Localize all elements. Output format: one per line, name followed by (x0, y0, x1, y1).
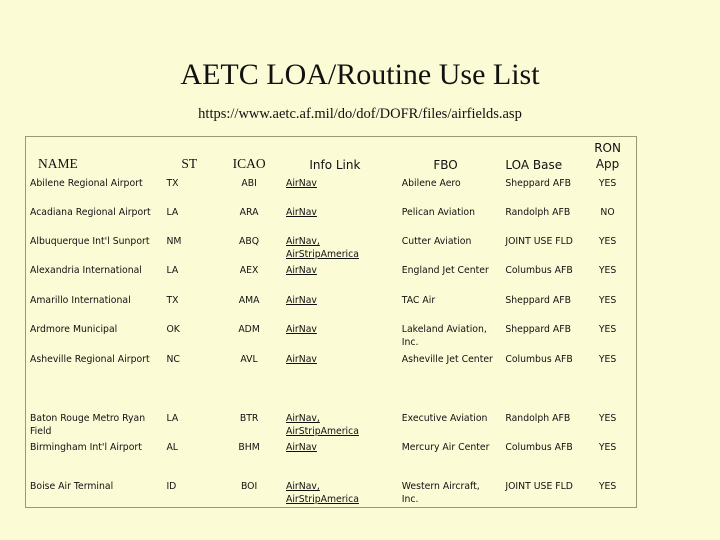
cell-fbo: Asheville Jet Center (401, 354, 493, 365)
cell-fbo: Abilene Aero (401, 178, 461, 189)
table-row (26, 413, 636, 442)
cell-info-link (282, 295, 388, 324)
cell-fbo: Cutter Aviation (401, 236, 472, 247)
table-row (26, 324, 636, 354)
cell-fbo: Executive Aviation (401, 413, 488, 424)
col-header-st: ST (181, 156, 198, 171)
cell-ron-app: YES (598, 481, 617, 492)
cell-ron-app: YES (598, 265, 617, 276)
cell-loa-base: Randolph AFB (505, 413, 571, 424)
cell-ron-app: YES (598, 324, 617, 335)
cell-state: LA (166, 265, 179, 276)
cell-name: Abilene Regional Airport (30, 178, 143, 189)
col-header-info-link: Info Link (309, 158, 361, 172)
cell-icao: BHM (238, 442, 260, 453)
cell-ron-app: YES (598, 354, 617, 365)
cell-state: LA (166, 207, 179, 218)
cell-ron-app: YES (598, 442, 617, 453)
airnav-link[interactable]: AirNav (285, 354, 317, 365)
airnav-link[interactable]: AirNav, (285, 413, 320, 424)
cell-state: TX (166, 295, 179, 306)
cell-ron-app: YES (598, 295, 617, 306)
cell-info-link (282, 178, 388, 207)
cell-loa-base: Columbus AFB (505, 442, 573, 453)
col-header-fbo: FBO (433, 158, 458, 172)
cell-name: Baton Rouge Metro Ryan Field (30, 413, 146, 437)
col-header-loa-base: LOA Base (505, 158, 563, 172)
cell-info-link (282, 207, 388, 236)
airnav-link[interactable]: AirNav (285, 178, 317, 189)
table-row (26, 442, 636, 481)
table-row (26, 265, 636, 295)
cell-ron-app: YES (598, 413, 617, 424)
cell-state: ID (166, 481, 177, 492)
cell-state: LA (166, 413, 179, 424)
cell-icao: ADM (238, 324, 260, 335)
cell-icao: BTR (239, 413, 259, 424)
cell-loa-base: Columbus AFB (505, 265, 573, 276)
cell-fbo: TAC Air (401, 295, 436, 306)
cell-ron-app: NO (600, 207, 615, 218)
cell-state: NC (166, 354, 180, 365)
table-row (26, 295, 636, 324)
cell-icao: BOI (240, 481, 258, 492)
airstripamerica-link[interactable]: AirStripAmerica (285, 425, 359, 437)
cell-name: Asheville Regional Airport (30, 354, 150, 365)
cell-icao: ABI (241, 178, 257, 189)
page-title: AETC LOA/Routine Use List (180, 58, 540, 91)
cell-info-link (282, 442, 388, 481)
cell-info-link (282, 236, 388, 265)
cell-loa-base: JOINT USE FLD (505, 236, 573, 247)
airnav-link[interactable]: AirNav (285, 324, 317, 335)
col-header-name: NAME (38, 156, 78, 171)
cell-name: Albuquerque Int'l Sunport (30, 236, 150, 247)
cell-fbo: Mercury Air Center (401, 442, 490, 453)
cell-icao: AVL (240, 354, 258, 365)
cell-ron-app: YES (598, 178, 617, 189)
cell-info-link (282, 354, 388, 413)
cell-state: NM (166, 236, 182, 247)
cell-fbo: Pelican Aviation (401, 207, 476, 218)
cell-info-link (282, 265, 388, 295)
airfield-table-container (25, 136, 637, 508)
cell-state: OK (166, 324, 180, 335)
ron-header-line2: App (595, 157, 620, 171)
cell-info-link (282, 324, 388, 354)
col-header-ron-app (579, 137, 636, 178)
cell-info-link (282, 413, 388, 442)
airnav-link[interactable]: AirNav (285, 207, 317, 218)
cell-state: TX (166, 178, 179, 189)
cell-loa-base: Sheppard AFB (505, 295, 571, 306)
airnav-link[interactable]: AirNav (285, 265, 317, 276)
cell-info-link (282, 481, 388, 521)
cell-name: Alexandria International (30, 265, 142, 276)
table-header-row (26, 137, 636, 178)
cell-icao: ABQ (239, 236, 260, 247)
cell-loa-base: Columbus AFB (505, 354, 573, 365)
ron-header-line1: RON (594, 141, 621, 155)
cell-fbo: England Jet Center (401, 265, 489, 276)
cell-loa-base: Sheppard AFB (505, 178, 571, 189)
airstripamerica-link[interactable]: AirStripAmerica (285, 248, 359, 260)
table-row (26, 236, 636, 265)
airfield-table (26, 137, 636, 521)
cell-name: Amarillo International (30, 295, 131, 306)
airnav-link[interactable]: AirNav, (285, 236, 320, 247)
cell-icao: AEX (239, 265, 259, 276)
table-row (26, 207, 636, 236)
airnav-link[interactable]: AirNav (285, 295, 317, 306)
cell-fbo: Western Aircraft, Inc. (401, 481, 480, 505)
cell-name: Ardmore Municipal (30, 324, 118, 335)
source-url: https://www.aetc.af.mil/do/dof/DOFR/files/airfields.asp (198, 106, 522, 122)
cell-name: Acadiana Regional Airport (30, 207, 151, 218)
cell-ron-app: YES (598, 236, 617, 247)
cell-icao: ARA (239, 207, 259, 218)
cell-icao: AMA (238, 295, 260, 306)
cell-name: Boise Air Terminal (30, 481, 114, 492)
airstripamerica-link[interactable]: AirStripAmerica (285, 493, 359, 505)
airnav-link[interactable]: AirNav, (285, 481, 320, 492)
cell-loa-base: Sheppard AFB (505, 324, 571, 335)
cell-fbo: Lakeland Aviation, Inc. (401, 324, 487, 348)
cell-loa-base: JOINT USE FLD (505, 481, 573, 492)
table-row (26, 178, 636, 207)
cell-loa-base: Randolph AFB (505, 207, 571, 218)
table-row (26, 481, 636, 521)
cell-name: Birmingham Int'l Airport (30, 442, 142, 453)
airnav-link[interactable]: AirNav (285, 442, 317, 453)
col-header-icao: ICAO (232, 156, 266, 171)
table-row (26, 354, 636, 413)
cell-state: AL (166, 442, 178, 453)
